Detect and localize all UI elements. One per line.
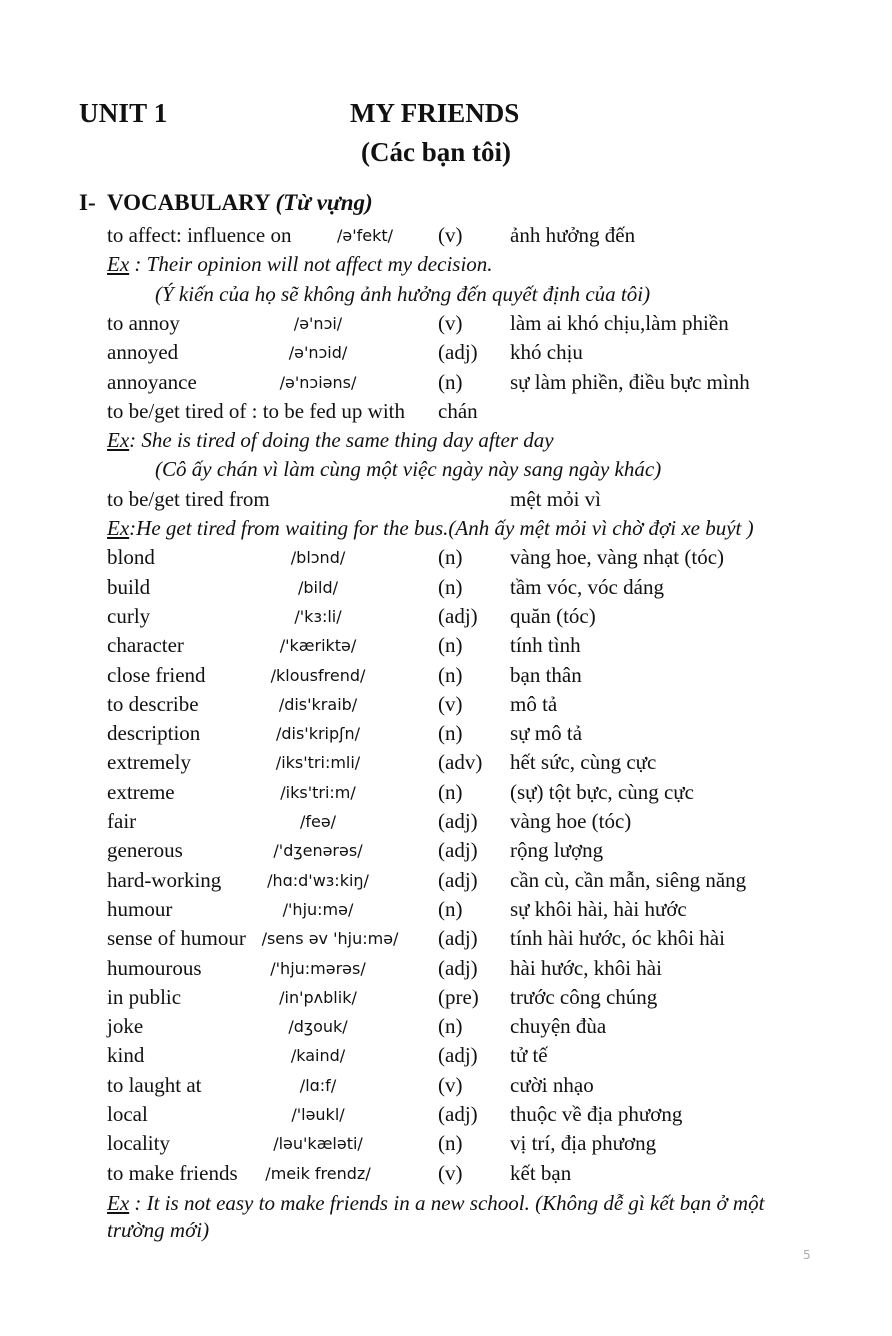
example-line [107, 516, 754, 541]
vocab-row [0, 985, 892, 1013]
vocab-word: to annoy [107, 311, 180, 335]
vocab-word: curly [107, 604, 151, 628]
vocab-word: humourous [107, 956, 202, 980]
vocab-meaning: vị trí, địa phương [510, 1131, 657, 1155]
vocab-word: in public [107, 985, 182, 1009]
vocab-meaning: mệt mỏi vì [510, 487, 601, 511]
vocab-row [0, 340, 892, 368]
vocab-word: annoyance [107, 370, 197, 394]
vocab-word: annoyed [107, 340, 179, 364]
vocab-word: hard-working [107, 868, 222, 892]
vocab-ipa: /blɔnd/ [290, 548, 346, 567]
vocab-meaning: hài hước, khôi hài [510, 956, 662, 980]
vocab-row [0, 633, 892, 661]
vocab-row [0, 1161, 892, 1189]
vocab-pos: (n) [438, 780, 463, 804]
vocab-ipa: /sens əv 'hju:mə/ [261, 929, 399, 948]
vocab-row [0, 604, 892, 632]
vocab-pos: (adj) [438, 340, 478, 364]
vocab-word: to affect: influence on [107, 223, 292, 247]
vocab-pos: (v) [438, 1073, 463, 1097]
vocab-ipa: /in'pʌblik/ [279, 988, 357, 1007]
vocab-pos: (adj) [438, 1102, 478, 1126]
vocab-pos: (v) [438, 692, 463, 716]
vocab-pos: (n) [438, 1014, 463, 1038]
vocab-ipa: /ə'nɔiəns/ [279, 373, 357, 392]
vocab-word: extremely [107, 750, 191, 774]
example-text: : It is not easy to make friends in a new school. (Không dễ gì kết bạn ở một trường mới) [107, 1191, 765, 1242]
vocab-word: locality [107, 1131, 170, 1155]
vocab-ipa: /ləu'kæləti/ [273, 1134, 363, 1153]
vocab-pos: (n) [438, 575, 463, 599]
example-label: Ex [107, 428, 130, 452]
vocab-word: sense of humour [107, 926, 246, 950]
vocab-meaning: làm ai khó chịu,làm phiền [510, 311, 729, 335]
vocab-pos: (n) [438, 370, 463, 394]
vocab-meaning: sự mô tả [510, 721, 583, 745]
vocab-ipa: /klousfrend/ [270, 666, 366, 685]
vocab-ipa: /'dʒenərəs/ [273, 841, 363, 860]
vocab-pos: (adj) [438, 1043, 478, 1067]
section-number: I- [79, 190, 96, 215]
vocab-word: to laught at [107, 1073, 202, 1097]
vocab-row [0, 868, 892, 896]
vocab-meaning: khó chịu [510, 340, 583, 364]
vocab-pos: (adj) [438, 809, 478, 833]
vocab-meaning: kết bạn [510, 1161, 572, 1185]
vocab-row [0, 1043, 892, 1071]
vocab-ipa: /dʒouk/ [288, 1017, 348, 1036]
vocab-word: description [107, 721, 201, 745]
vocab-row [0, 545, 892, 573]
vocab-pos: (adv) [438, 750, 483, 774]
vocab-ipa: /iks'tri:mli/ [275, 753, 361, 772]
vocab-pos: (n) [438, 897, 463, 921]
vocab-meaning: sự làm phiền, điều bực mình [510, 370, 750, 394]
vocab-pos: (adj) [438, 956, 478, 980]
vocab-row [0, 311, 892, 339]
vocab-meaning: chán [438, 399, 478, 423]
vocab-meaning: cười nhạo [510, 1073, 594, 1097]
vocab-row [0, 1073, 892, 1101]
vocab-ipa: /'ləukl/ [291, 1105, 345, 1124]
example-translation: (Cô ấy chán vì làm cùng một việc ngày này sang ngày khác) [155, 457, 662, 481]
vocab-word: fair [107, 809, 137, 833]
vocab-meaning: cần cù, cần mẫn, siêng năng [510, 868, 747, 892]
vocab-pos: (v) [438, 311, 463, 335]
vocab-row [0, 721, 892, 749]
example-text: : She is tired of doing the same thing day after day [129, 428, 554, 452]
vocab-pos: (n) [438, 663, 463, 687]
vocab-ipa: /dis'kraib/ [278, 695, 358, 714]
vocab-pos: (n) [438, 721, 463, 745]
vocab-word: character [107, 633, 184, 657]
example-text: : Their opinion will not affect my decision. [129, 252, 493, 276]
vocab-meaning: tầm vóc, vóc dáng [510, 575, 664, 599]
vocab-pos: (v) [438, 1161, 463, 1185]
vocab-word: local [107, 1102, 148, 1126]
vocab-ipa: /dis'kripʃn/ [275, 724, 361, 743]
vocab-row [0, 370, 892, 398]
vocab-row [0, 575, 892, 603]
vocab-pos: (adj) [438, 926, 478, 950]
vocab-meaning: quăn (tóc) [510, 604, 596, 628]
vocab-row [0, 926, 892, 954]
vocab-ipa: /kaind/ [290, 1046, 346, 1065]
vocab-meaning: thuộc về địa phương [510, 1102, 683, 1126]
vocab-ipa: /lɑ:f/ [299, 1076, 337, 1095]
vocab-pos: (v) [438, 223, 463, 247]
section-heading-text: VOCABULARY [107, 190, 270, 215]
vocab-word: humour [107, 897, 173, 921]
vocab-meaning: tử tế [510, 1043, 548, 1067]
vocab-pos: (n) [438, 633, 463, 657]
vocab-ipa: /hɑ:d'wɜ:kiŋ/ [267, 871, 369, 890]
vocab-pos: (adj) [438, 604, 478, 628]
vocab-word: joke [107, 1014, 144, 1038]
vocab-ipa: /feə/ [299, 812, 337, 831]
vocab-row [0, 1131, 892, 1159]
section-heading-translation: (Từ vựng) [275, 190, 373, 215]
vocab-word: generous [107, 838, 183, 862]
vocab-row [0, 487, 892, 515]
vocab-ipa: /'kɜ:li/ [294, 607, 342, 626]
section-heading [107, 190, 373, 216]
vocab-meaning: (sự) tột bực, cùng cực [510, 780, 695, 804]
vocab-row [0, 750, 892, 778]
vocab-row [0, 897, 892, 925]
vocab-ipa: /meik frendz/ [265, 1164, 371, 1183]
vocab-word: to describe [107, 692, 199, 716]
vocab-meaning: vàng hoe, vàng nhạt (tóc) [510, 545, 725, 569]
vocab-ipa: /iks'tri:m/ [280, 783, 356, 802]
vocab-ipa: /'kæriktə/ [279, 636, 357, 655]
vocab-row [0, 780, 892, 808]
vocab-meaning: trước công chúng [510, 985, 658, 1009]
vocab-row [0, 399, 892, 427]
vocab-meaning: bạn thân [510, 663, 582, 687]
vocab-row [0, 956, 892, 984]
vocab-ipa: /bild/ [298, 578, 338, 597]
example-label: Ex [107, 252, 130, 276]
vocab-pos: (adj) [438, 868, 478, 892]
vocab-word: extreme [107, 780, 175, 804]
vocab-pos: (n) [438, 545, 463, 569]
page-subtitle: (Các bạn tôi) [361, 137, 511, 167]
vocab-meaning: mô tả [510, 692, 558, 716]
example-line [107, 252, 493, 277]
vocab-meaning: ảnh hưởng đến [510, 223, 636, 247]
vocab-row [0, 838, 892, 866]
page-title: MY FRIENDS [350, 98, 520, 128]
vocab-word: build [107, 575, 151, 599]
vocab-row [0, 663, 892, 691]
vocab-meaning: hết sức, cùng cực [510, 750, 657, 774]
page-number: 5 [803, 1248, 811, 1262]
vocab-pos: (adj) [438, 838, 478, 862]
vocab-meaning: chuyện đùa [510, 1014, 607, 1038]
vocab-ipa: /'hju:mərəs/ [270, 959, 366, 978]
vocab-row [0, 1102, 892, 1130]
vocab-ipa: /ə'nɔi/ [293, 314, 343, 333]
vocab-meaning: sự khôi hài, hài hước [510, 897, 687, 921]
vocab-ipa: /ə'fekt/ [336, 226, 394, 245]
vocab-meaning: tính tình [510, 633, 581, 657]
example-text: :He get tired from waiting for the bus.(Anh ấy mệt mỏi vì chờ đợi xe buýt ) [129, 516, 754, 540]
vocab-row [0, 809, 892, 837]
vocab-word: kind [107, 1043, 145, 1067]
vocab-pos: (pre) [438, 985, 479, 1009]
vocab-pos: (n) [438, 1131, 463, 1155]
vocab-meaning: vàng hoe (tóc) [510, 809, 632, 833]
example-label: Ex [107, 1191, 130, 1215]
vocab-meaning: rộng lượng [510, 838, 604, 862]
example-line [107, 428, 554, 453]
example-line [107, 1190, 827, 1244]
vocab-word: to be/get tired of : to be fed up with [107, 399, 406, 423]
vocab-meaning: tính hài hước, óc khôi hài [510, 926, 725, 950]
vocab-row [0, 692, 892, 720]
example-label: Ex [107, 516, 130, 540]
vocab-ipa: /ə'nɔid/ [288, 343, 348, 362]
vocab-row [0, 223, 892, 251]
vocab-word: blond [107, 545, 155, 569]
example-translation: (Ý kiến của họ sẽ không ảnh hưởng đến quyết định của tôi) [155, 282, 651, 306]
vocab-word: to make friends [107, 1161, 238, 1185]
vocab-word: to be/get tired from [107, 487, 270, 511]
vocab-ipa: /'hju:mə/ [282, 900, 354, 919]
unit-title: UNIT 1 [79, 98, 168, 128]
vocab-row [0, 1014, 892, 1042]
vocab-word: close friend [107, 663, 206, 687]
